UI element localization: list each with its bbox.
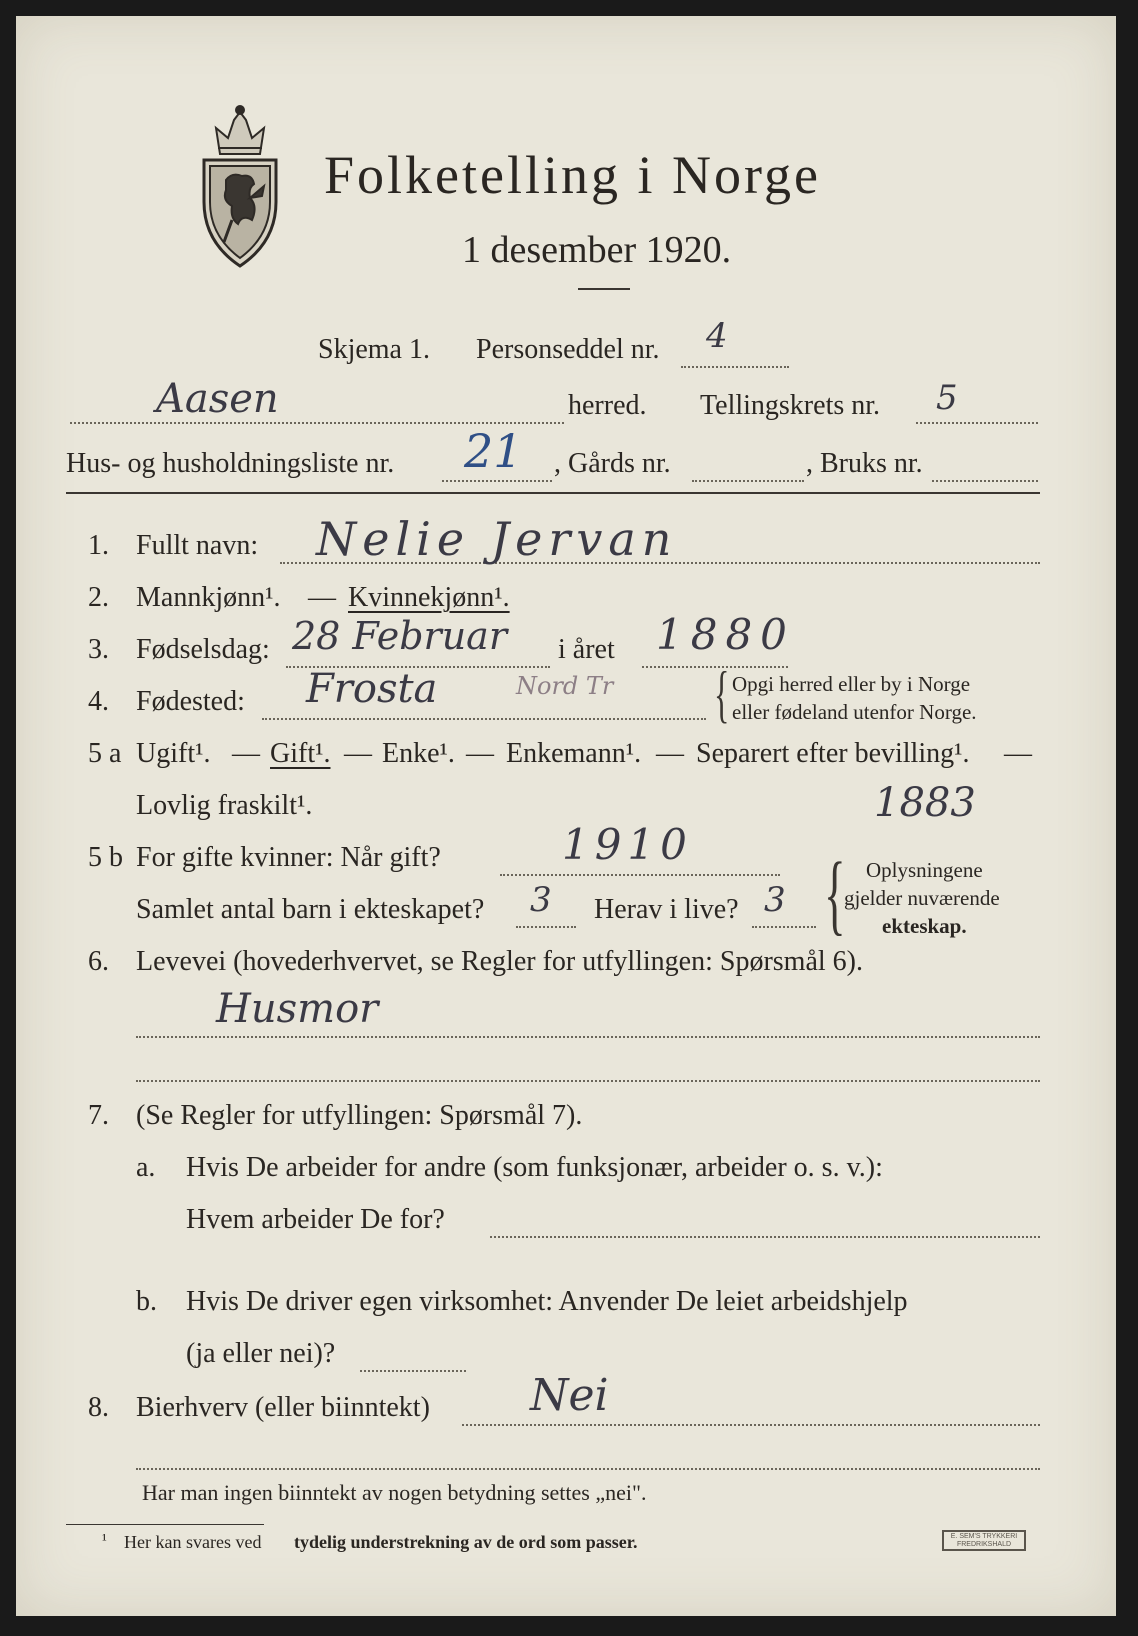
- norwegian-lion-crest-icon: [192, 102, 288, 272]
- skjema-label: Skjema 1.: [318, 334, 430, 365]
- tellingskrets-label: Tellingskrets nr.: [700, 390, 881, 421]
- q1-label: Fullt navn:: [136, 530, 259, 561]
- tellingskrets-field-line: [916, 422, 1038, 424]
- q4-number: 4.: [88, 686, 109, 717]
- title-divider: [578, 288, 630, 290]
- q3-day-value: 28 Februar: [292, 614, 507, 658]
- printer-mark: E. SEM'S TRYKKERI FREDRIKSHALD: [942, 1530, 1026, 1551]
- personseddel-field-line: [681, 366, 789, 368]
- q5b-barn-field-line: [516, 926, 576, 928]
- q8-number: 8.: [88, 1392, 109, 1423]
- q6-field-line-1: [136, 1036, 1040, 1038]
- q5b-note-line1: Oplysningene: [866, 858, 983, 882]
- q4-field-line: [262, 718, 706, 720]
- q7a-line2: Hvem arbeider De for?: [186, 1204, 445, 1235]
- q4-value-2: Nord Tr: [516, 672, 614, 700]
- gards-field-line: [692, 480, 804, 482]
- q7-label: (Se Regler for utfyllingen: Spørsmål 7).: [136, 1100, 583, 1131]
- q7a-letter: a.: [136, 1152, 156, 1183]
- q7a-line1: Hvis De arbeider for andre (som funksjonær, arbeider o. s. v.):: [186, 1152, 883, 1183]
- q3-year-label: i året: [558, 634, 615, 665]
- q7b-field-line: [360, 1370, 466, 1372]
- q4-value: Frosta: [306, 666, 438, 712]
- personseddel-value: 4: [706, 316, 728, 356]
- footnote-divider: [66, 1524, 264, 1525]
- husliste-label: Hus- og husholdningsliste nr.: [66, 448, 395, 479]
- q7a-field-line: [490, 1236, 1040, 1238]
- q3-year-value: 1880: [656, 610, 795, 659]
- q4-label: Fødested:: [136, 686, 245, 717]
- q5b-extra-value: 1883: [874, 780, 976, 826]
- personseddel-label: Personseddel nr.: [476, 334, 660, 365]
- census-form-sheet: Folketelling i Norge 1 desember 1920. Skjema 1. Personseddel nr. 4 Aasen herred. Tellingskrets nr. 5 Hus- og husholdningsliste nr. 21 , Gårds nr. , Bruks nr. 1. Fullt navn: Nelie Jervan 2. Mannkjønn¹. — Kvinnekjønn¹. 3. Fødselsdag: 28 Februar i året 1880 4. Fødested: Frosta Nord Tr { Opgi herred eller by i Norge eller fødeland utenfor Norge. 5 a Ugift¹. — Gift¹. — Enke¹. — Enkemann¹. — Separert efter bevilling¹. — Lovlig fraskilt¹. 1883 5 b For gifte kvinner: Når gift? 1910 Samlet antal barn i ekteskapet? 3 Herav i live? 3 { Oplysningene gjelder nuværende ekteskap. 6. Levevei (hovederhvervet, se Regler for utfyllingen: Spørsmål 6). Husmor 7. (Se Regler for utfyllingen: Spørsmål 7). a. Hvis De arbeider for andre (som funksjonær, arbeider o. s. v.): Hvem arbeider De for? b. Hvis De driver egen virksomhet: Anvender De leiet arbeidshjelp (ja eller nei)? 8. Bierhverv (eller biinntekt) Nei Har man ingen biinntekt av nogen betydning settes „nei". ¹ Her kan svares ved tydelig understrekning av de ord som passer. E. SEM'S TRYKKERI FREDRIKSHALD: [16, 16, 1116, 1616]
- q4-note-line2: eller fødeland utenfor Norge.: [732, 700, 977, 724]
- q5b-live-label: Herav i live?: [594, 894, 739, 925]
- q5a-gift-underlined: Gift¹.: [270, 738, 331, 769]
- q5a-enke: Enke¹.: [382, 738, 455, 769]
- footnote-bold-text: tydelig understrekning av de ord som passer.: [294, 1532, 638, 1552]
- q7-number: 7.: [88, 1100, 109, 1131]
- q6-value: Husmor: [216, 986, 379, 1032]
- q3-label: Fødselsdag:: [136, 634, 270, 665]
- q2-male: Mannkjønn¹.: [136, 582, 281, 613]
- q7b-line2: (ja eller nei)?: [186, 1338, 336, 1369]
- q5b-live-value: 3: [764, 880, 786, 920]
- form-date: 1 desember 1920.: [462, 229, 732, 271]
- footnote-mark: ¹: [102, 1532, 107, 1549]
- header-separator: [66, 492, 1040, 494]
- q5b-note-line2: gjelder nuværende: [844, 886, 1000, 910]
- q4-note-line1: Opgi herred eller by i Norge: [732, 672, 971, 696]
- q5a-fraskilt: Lovlig fraskilt¹.: [136, 790, 313, 821]
- q7b-line1: Hvis De driver egen virksomhet: Anvender De leiet arbeidshjelp: [186, 1286, 908, 1317]
- footer-note: Har man ingen biinntekt av nogen betydning settes „nei".: [142, 1480, 647, 1505]
- q5b-number: 5 b: [88, 842, 123, 873]
- q5a-ugift: Ugift¹.: [136, 738, 211, 769]
- herred-label: herred.: [568, 390, 647, 421]
- husliste-value: 21: [464, 424, 523, 478]
- gards-label: , Gårds nr.: [554, 448, 671, 479]
- q5b-note-line3: ekteskap.: [882, 914, 967, 938]
- bruks-label: , Bruks nr.: [806, 448, 923, 479]
- q5b-barn-value: 3: [530, 880, 552, 920]
- q2-number: 2.: [88, 582, 109, 613]
- q8-value: Nei: [530, 1370, 609, 1421]
- q8-field-line: [462, 1424, 1040, 1426]
- q1-value: Nelie Jervan: [316, 512, 678, 566]
- husliste-field-line: [442, 480, 552, 482]
- tellingskrets-value: 5: [936, 378, 958, 418]
- q2-female-underlined: Kvinnekjønn¹.: [348, 582, 510, 613]
- q5a-enkemann: Enkemann¹.: [506, 738, 642, 769]
- q3-number: 3.: [88, 634, 109, 665]
- q2-sep: —: [308, 582, 336, 613]
- q8-field-line-2: [136, 1468, 1040, 1470]
- q6-field-line-2: [136, 1080, 1040, 1082]
- q5a-separert: Separert efter bevilling¹.: [696, 738, 970, 769]
- herred-value: Aasen: [156, 376, 279, 422]
- q5a-number: 5 a: [88, 738, 122, 769]
- q5b-value: 1910: [562, 820, 693, 869]
- q5b-live-field-line: [752, 926, 816, 928]
- q6-number: 6.: [88, 946, 109, 977]
- q5b-field-line: [500, 874, 780, 876]
- q7b-letter: b.: [136, 1286, 157, 1317]
- q5b-barn-label: Samlet antal barn i ekteskapet?: [136, 894, 485, 925]
- q5b-label: For gifte kvinner: Når gift?: [136, 842, 441, 873]
- bruks-field-line: [932, 480, 1038, 482]
- q8-label: Bierhverv (eller biinntekt): [136, 1392, 430, 1423]
- q1-number: 1.: [88, 530, 109, 561]
- form-title: Folketelling i Norge: [324, 145, 821, 205]
- footnote-text: Her kan svares ved: [124, 1532, 262, 1552]
- q6-label: Levevei (hovederhvervet, se Regler for utfyllingen: Spørsmål 6).: [136, 946, 863, 977]
